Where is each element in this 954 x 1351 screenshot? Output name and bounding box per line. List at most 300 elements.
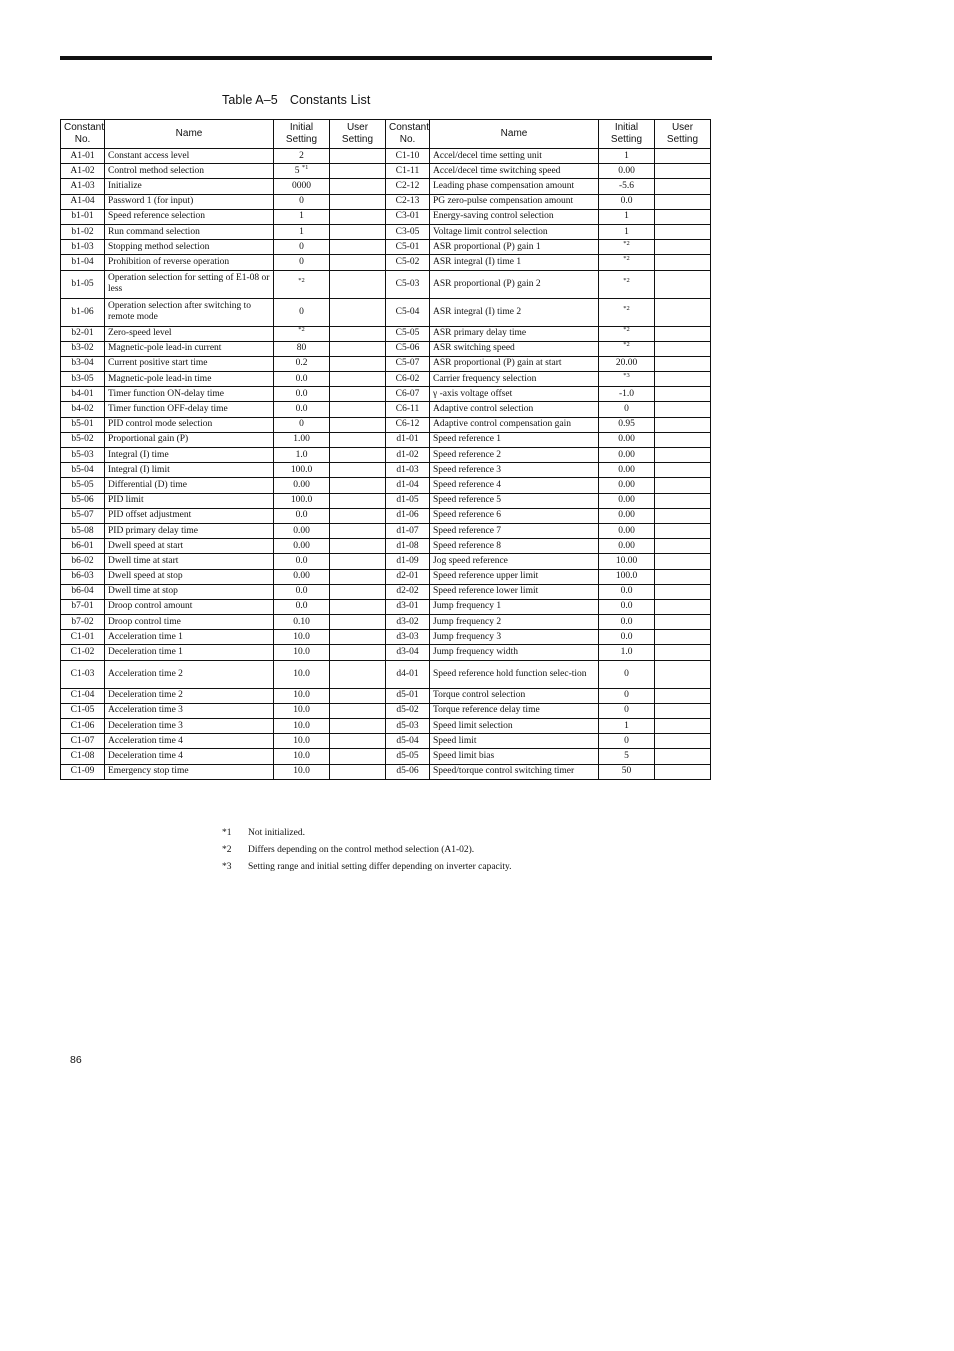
user-setting-cell[interactable] xyxy=(330,660,386,688)
initial-setting-value: 10.0 xyxy=(293,766,310,777)
user-setting-cell[interactable] xyxy=(655,569,711,584)
constant-name-cell: Torque reference delay time xyxy=(430,703,599,718)
initial-setting-cell xyxy=(599,372,655,387)
user-setting-cell[interactable] xyxy=(330,448,386,463)
user-setting-cell[interactable] xyxy=(330,255,386,270)
initial-setting-value: 10.0 xyxy=(293,735,310,746)
initial-setting-value: 0.0 xyxy=(620,586,633,597)
constant-no-cell: d4-01 xyxy=(386,660,430,688)
top-rule xyxy=(60,56,712,60)
table-row xyxy=(61,584,711,599)
user-setting-cell[interactable] xyxy=(330,372,386,387)
table-row xyxy=(61,298,711,326)
initial-setting-value: 0 xyxy=(299,241,304,252)
constant-no-cell: C6-11 xyxy=(386,402,430,417)
constant-no-cell: b7-01 xyxy=(61,599,105,614)
initial-setting-cell xyxy=(599,719,655,734)
constant-name-cell: Jump frequency 2 xyxy=(430,615,599,630)
user-setting-cell[interactable] xyxy=(330,764,386,779)
constant-name-cell: Adaptive control selection xyxy=(430,402,599,417)
table-row xyxy=(61,749,711,764)
constant-name-cell: Deceleration time 3 xyxy=(105,719,274,734)
constant-no-cell: b1-04 xyxy=(61,255,105,270)
initial-setting-value: 0 xyxy=(624,735,629,746)
initial-setting-value: 0.0 xyxy=(620,631,633,642)
user-setting-cell[interactable] xyxy=(330,554,386,569)
initial-setting-value: 0.00 xyxy=(293,525,310,536)
user-setting-cell[interactable] xyxy=(655,688,711,703)
initial-setting-value: 0.95 xyxy=(618,419,635,430)
user-setting-cell[interactable] xyxy=(655,645,711,660)
user-setting-cell[interactable] xyxy=(655,508,711,523)
user-setting-cell[interactable] xyxy=(655,615,711,630)
user-setting-cell[interactable] xyxy=(330,298,386,326)
footnote-marker: *2 xyxy=(623,239,630,247)
user-setting-cell[interactable] xyxy=(330,341,386,356)
initial-setting-cell xyxy=(599,270,655,298)
initial-setting-cell xyxy=(274,749,330,764)
initial-setting-value: 80 xyxy=(296,343,307,354)
user-setting-cell[interactable] xyxy=(655,149,711,164)
constant-name-cell: Dwell time at stop xyxy=(105,584,274,599)
constant-no-cell: d5-06 xyxy=(386,764,430,779)
user-setting-cell[interactable] xyxy=(655,554,711,569)
constant-no-cell: d5-05 xyxy=(386,749,430,764)
constant-name-cell: Droop control amount xyxy=(105,599,274,614)
table-row xyxy=(61,630,711,645)
constant-no-cell: b1-06 xyxy=(61,298,105,326)
constant-no-cell: b2-01 xyxy=(61,326,105,341)
initial-setting-value: 5 xyxy=(624,750,629,761)
header-row xyxy=(61,120,711,149)
initial-setting-value: 0.0 xyxy=(295,404,308,415)
constant-no-cell: A1-02 xyxy=(61,164,105,179)
initial-setting-cell xyxy=(274,660,330,688)
user-setting-cell[interactable] xyxy=(655,194,711,209)
constant-no-cell: b6-03 xyxy=(61,569,105,584)
constant-name-cell: PID control mode selection xyxy=(105,417,274,432)
initial-setting-cell xyxy=(599,417,655,432)
initial-setting-value: 0.00 xyxy=(618,495,635,506)
user-setting-cell[interactable] xyxy=(330,749,386,764)
user-setting-cell[interactable] xyxy=(655,270,711,298)
user-setting-cell[interactable] xyxy=(330,417,386,432)
initial-setting-cell xyxy=(274,493,330,508)
initial-setting-value: 1 xyxy=(624,150,629,161)
initial-setting-value: 100.0 xyxy=(615,571,638,582)
user-setting-cell[interactable] xyxy=(330,478,386,493)
user-setting-cell[interactable] xyxy=(655,749,711,764)
user-setting-cell[interactable] xyxy=(655,734,711,749)
initial-setting-value: 1 xyxy=(624,226,629,237)
initial-setting-cell xyxy=(599,688,655,703)
col-name: Name xyxy=(105,120,274,149)
user-setting-cell[interactable] xyxy=(655,539,711,554)
constant-no-cell: C1-04 xyxy=(61,688,105,703)
user-setting-cell[interactable] xyxy=(330,508,386,523)
footnotes xyxy=(222,828,512,879)
user-setting-cell[interactable] xyxy=(655,402,711,417)
constant-name-cell: Emergency stop time xyxy=(105,764,274,779)
user-setting-cell[interactable] xyxy=(655,764,711,779)
constant-name-cell: Jog speed reference xyxy=(430,554,599,569)
user-setting-cell[interactable] xyxy=(330,194,386,209)
user-setting-cell[interactable] xyxy=(655,209,711,224)
user-setting-cell[interactable] xyxy=(655,326,711,341)
user-setting-cell[interactable] xyxy=(655,298,711,326)
table-body xyxy=(61,149,711,780)
user-setting-cell[interactable] xyxy=(330,326,386,341)
user-setting-cell[interactable] xyxy=(655,356,711,371)
initial-setting-value: 0.0 xyxy=(295,373,308,384)
initial-setting-value: 100.0 xyxy=(290,464,313,475)
user-setting-cell[interactable] xyxy=(330,615,386,630)
initial-setting-cell xyxy=(274,372,330,387)
constant-name-cell: Magnetic-pole lead-in current xyxy=(105,341,274,356)
constant-name-cell: ASR integral (I) time 2 xyxy=(430,298,599,326)
user-setting-cell[interactable] xyxy=(655,703,711,718)
table-row xyxy=(61,255,711,270)
initial-setting-cell xyxy=(274,734,330,749)
initial-setting-value: 0.0 xyxy=(620,196,633,207)
initial-setting-value: 5 xyxy=(294,165,300,176)
footnote-marker: *2 xyxy=(298,326,305,334)
constant-name-cell: Speed limit xyxy=(430,734,599,749)
user-setting-cell[interactable] xyxy=(655,599,711,614)
constant-name-cell: PID offset adjustment xyxy=(105,508,274,523)
table-row xyxy=(61,719,711,734)
user-setting-cell[interactable] xyxy=(330,402,386,417)
initial-setting-cell xyxy=(274,615,330,630)
user-setting-cell[interactable] xyxy=(655,255,711,270)
user-setting-cell[interactable] xyxy=(330,569,386,584)
initial-setting-value: 10.0 xyxy=(293,647,310,658)
footnote-marker: *2 xyxy=(623,304,630,312)
user-setting-cell[interactable] xyxy=(655,523,711,538)
user-setting-cell[interactable] xyxy=(330,599,386,614)
initial-setting-cell xyxy=(274,478,330,493)
initial-setting-value: -5.6 xyxy=(618,180,635,191)
constant-name-cell: Initialize xyxy=(105,179,274,194)
table-caption xyxy=(222,93,370,107)
user-setting-cell[interactable] xyxy=(330,240,386,255)
constant-no-cell: b6-01 xyxy=(61,539,105,554)
constant-name-cell: Leading phase compensation amount xyxy=(430,179,599,194)
constant-no-cell: C5-05 xyxy=(386,326,430,341)
constant-name-cell: ASR proportional (P) gain 1 xyxy=(430,240,599,255)
user-setting-cell[interactable] xyxy=(655,372,711,387)
constant-no-cell: d3-04 xyxy=(386,645,430,660)
constant-name-cell: ASR primary delay time xyxy=(430,326,599,341)
user-setting-cell[interactable] xyxy=(330,149,386,164)
initial-setting-cell xyxy=(274,508,330,523)
initial-setting-cell xyxy=(599,298,655,326)
user-setting-cell[interactable] xyxy=(330,270,386,298)
constant-name-cell: Acceleration time 3 xyxy=(105,703,274,718)
constant-name-cell: Speed reference 2 xyxy=(430,448,599,463)
constant-no-cell: C1-08 xyxy=(61,749,105,764)
initial-setting-cell xyxy=(599,387,655,402)
constant-no-cell: C3-05 xyxy=(386,224,430,239)
initial-setting-cell xyxy=(599,630,655,645)
initial-setting-value: 0.0 xyxy=(295,586,308,597)
user-setting-cell[interactable] xyxy=(330,463,386,478)
initial-setting-cell xyxy=(274,584,330,599)
constant-name-cell: Jump frequency 3 xyxy=(430,630,599,645)
constant-no-cell: d1-02 xyxy=(386,448,430,463)
user-setting-cell[interactable] xyxy=(655,164,711,179)
initial-setting-cell xyxy=(599,508,655,523)
table-row xyxy=(61,448,711,463)
constant-name-cell: Stopping method selection xyxy=(105,240,274,255)
user-setting-cell[interactable] xyxy=(655,630,711,645)
footnote-marker: *2 xyxy=(298,276,305,284)
constant-no-cell: b5-03 xyxy=(61,448,105,463)
initial-setting-value: 0.00 xyxy=(618,525,635,536)
initial-setting-cell xyxy=(274,179,330,194)
initial-setting-value: 1 xyxy=(624,720,629,731)
user-setting-cell[interactable] xyxy=(330,224,386,239)
user-setting-cell[interactable] xyxy=(655,478,711,493)
initial-setting-value: 0.0 xyxy=(295,388,308,399)
constant-name-cell: Adaptive control compensation gain xyxy=(430,417,599,432)
initial-setting-value: 1.0 xyxy=(620,647,633,658)
footnote: *2 Differs depending on the control method selection (A1-02). xyxy=(222,845,475,855)
initial-setting-cell xyxy=(274,209,330,224)
constant-no-cell: d1-01 xyxy=(386,432,430,447)
initial-setting-cell xyxy=(599,209,655,224)
user-setting-cell[interactable] xyxy=(330,523,386,538)
initial-setting-value: 0.0 xyxy=(620,601,633,612)
user-setting-cell[interactable] xyxy=(330,432,386,447)
initial-setting-cell xyxy=(599,341,655,356)
user-setting-cell[interactable] xyxy=(655,493,711,508)
constant-name-cell: Speed reference 3 xyxy=(430,463,599,478)
user-setting-cell[interactable] xyxy=(655,341,711,356)
initial-setting-cell xyxy=(274,224,330,239)
initial-setting-value: 0.0 xyxy=(620,616,633,627)
footnote-marker: *2 xyxy=(623,326,630,334)
initial-setting-cell xyxy=(274,688,330,703)
table-row xyxy=(61,703,711,718)
initial-setting-cell xyxy=(274,164,330,179)
initial-setting-value: 0.00 xyxy=(293,479,310,490)
user-setting-cell[interactable] xyxy=(655,417,711,432)
user-setting-cell[interactable] xyxy=(330,719,386,734)
initial-setting-cell xyxy=(599,554,655,569)
user-setting-cell[interactable] xyxy=(330,356,386,371)
constant-no-cell: b1-01 xyxy=(61,209,105,224)
initial-setting-cell xyxy=(599,599,655,614)
initial-setting-cell xyxy=(274,432,330,447)
table-row xyxy=(61,356,711,371)
initial-setting-value: 0.00 xyxy=(293,540,310,551)
constant-no-cell: d5-04 xyxy=(386,734,430,749)
initial-setting-value: 0 xyxy=(299,256,304,267)
user-setting-cell[interactable] xyxy=(655,240,711,255)
user-setting-cell[interactable] xyxy=(330,734,386,749)
constant-name-cell: ASR switching speed xyxy=(430,341,599,356)
user-setting-cell[interactable] xyxy=(655,719,711,734)
user-setting-cell[interactable] xyxy=(330,493,386,508)
constant-name-cell: Speed reference lower limit xyxy=(430,584,599,599)
initial-setting-cell xyxy=(274,703,330,718)
constant-no-cell: d1-06 xyxy=(386,508,430,523)
user-setting-cell[interactable] xyxy=(330,584,386,599)
initial-setting-cell xyxy=(274,554,330,569)
user-setting-cell[interactable] xyxy=(655,432,711,447)
user-setting-cell[interactable] xyxy=(655,179,711,194)
constant-no-cell: C6-12 xyxy=(386,417,430,432)
initial-setting-cell xyxy=(599,734,655,749)
initial-setting-cell xyxy=(274,387,330,402)
initial-setting-value: 100.0 xyxy=(290,495,313,506)
constant-name-cell: Energy-saving control selection xyxy=(430,209,599,224)
initial-setting-cell xyxy=(274,539,330,554)
initial-setting-cell xyxy=(599,493,655,508)
constant-no-cell: C5-04 xyxy=(386,298,430,326)
constant-no-cell: d5-01 xyxy=(386,688,430,703)
initial-setting-value: 10.0 xyxy=(293,720,310,731)
constant-name-cell: Speed reference 4 xyxy=(430,478,599,493)
initial-setting-value: 1 xyxy=(299,226,304,237)
table-row xyxy=(61,341,711,356)
constant-no-cell: d5-02 xyxy=(386,703,430,718)
constant-name-cell: Control method selection xyxy=(105,164,274,179)
initial-setting-cell xyxy=(599,326,655,341)
constant-name-cell: Dwell speed at stop xyxy=(105,569,274,584)
constant-name-cell: Integral (I) limit xyxy=(105,463,274,478)
constant-name-cell: Integral (I) time xyxy=(105,448,274,463)
constant-no-cell: d2-01 xyxy=(386,569,430,584)
constant-no-cell: C1-03 xyxy=(61,660,105,688)
user-setting-cell[interactable] xyxy=(330,630,386,645)
initial-setting-cell xyxy=(274,356,330,371)
initial-setting-value: 0 xyxy=(624,668,629,679)
user-setting-cell[interactable] xyxy=(330,645,386,660)
constant-no-cell: b3-04 xyxy=(61,356,105,371)
user-setting-cell[interactable] xyxy=(655,387,711,402)
table-row xyxy=(61,417,711,432)
initial-setting-cell xyxy=(599,749,655,764)
constant-name-cell: ASR proportional (P) gain 2 xyxy=(430,270,599,298)
table-row xyxy=(61,539,711,554)
constant-no-cell: A1-03 xyxy=(61,179,105,194)
initial-setting-value: 2 xyxy=(299,150,304,161)
col-constant-no: Constant No. xyxy=(386,120,430,149)
user-setting-cell[interactable] xyxy=(330,703,386,718)
constant-no-cell: C2-12 xyxy=(386,179,430,194)
initial-setting-value: 0000 xyxy=(292,180,311,191)
constant-name-cell: Operation selection after switching to remote mode xyxy=(105,298,274,326)
user-setting-cell[interactable] xyxy=(655,224,711,239)
constant-no-cell: d1-03 xyxy=(386,463,430,478)
constant-no-cell: d1-04 xyxy=(386,478,430,493)
constant-no-cell: b6-02 xyxy=(61,554,105,569)
user-setting-cell[interactable] xyxy=(330,387,386,402)
constant-no-cell: b5-08 xyxy=(61,523,105,538)
initial-setting-value: 0.00 xyxy=(618,464,635,475)
constant-name-cell: PG zero-pulse compensation amount xyxy=(430,194,599,209)
footnote: *1 Not initialized. xyxy=(222,828,305,838)
constant-no-cell: b3-02 xyxy=(61,341,105,356)
table-row xyxy=(61,402,711,417)
initial-setting-cell xyxy=(599,240,655,255)
col-name: Name xyxy=(430,120,599,149)
initial-setting-cell xyxy=(599,569,655,584)
constant-no-cell: b1-05 xyxy=(61,270,105,298)
user-setting-cell[interactable] xyxy=(330,164,386,179)
initial-setting-cell xyxy=(274,194,330,209)
constant-name-cell: Carrier frequency selection xyxy=(430,372,599,387)
constant-no-cell: C5-03 xyxy=(386,270,430,298)
constant-name-cell: Deceleration time 4 xyxy=(105,749,274,764)
user-setting-cell[interactable] xyxy=(655,448,711,463)
table-row xyxy=(61,599,711,614)
table-row xyxy=(61,688,711,703)
constant-name-cell: Acceleration time 1 xyxy=(105,630,274,645)
col-user-setting: User Setting xyxy=(330,120,386,149)
constant-no-cell: C6-07 xyxy=(386,387,430,402)
constant-name-cell: ASR integral (I) time 1 xyxy=(430,255,599,270)
constant-no-cell: C1-11 xyxy=(386,164,430,179)
constant-name-cell: PID primary delay time xyxy=(105,523,274,538)
user-setting-cell[interactable] xyxy=(655,463,711,478)
col-user-setting: User Setting xyxy=(655,120,711,149)
table-row xyxy=(61,194,711,209)
initial-setting-value: 0.10 xyxy=(293,616,310,627)
initial-setting-cell xyxy=(599,356,655,371)
constant-no-cell: C1-02 xyxy=(61,645,105,660)
constant-name-cell: Accel/decel time setting unit xyxy=(430,149,599,164)
constant-no-cell: b5-07 xyxy=(61,508,105,523)
constant-name-cell: Speed limit selection xyxy=(430,719,599,734)
user-setting-cell[interactable] xyxy=(330,179,386,194)
user-setting-cell[interactable] xyxy=(655,584,711,599)
constant-name-cell: Voltage limit control selection xyxy=(430,224,599,239)
constant-name-cell: Speed reference 1 xyxy=(430,432,599,447)
initial-setting-value: 10.0 xyxy=(293,705,310,716)
constant-name-cell: Torque control selection xyxy=(430,688,599,703)
table-row xyxy=(61,493,711,508)
constant-name-cell: Speed reference 6 xyxy=(430,508,599,523)
footnote-marker: *2 xyxy=(623,341,630,349)
caption-title: Constants List xyxy=(289,93,371,107)
constant-no-cell: b7-02 xyxy=(61,615,105,630)
constant-name-cell: Timer function ON-delay time xyxy=(105,387,274,402)
constant-name-cell: Differential (D) time xyxy=(105,478,274,493)
initial-setting-value: 0.0 xyxy=(295,555,308,566)
constant-no-cell: d3-03 xyxy=(386,630,430,645)
user-setting-cell[interactable] xyxy=(330,688,386,703)
footnote-marker: *1 xyxy=(301,163,309,171)
constant-no-cell: d1-05 xyxy=(386,493,430,508)
footnote: *3 Setting range and initial setting differ depending on inverter capacity. xyxy=(222,862,512,872)
initial-setting-cell xyxy=(599,448,655,463)
initial-setting-value: 1 xyxy=(299,211,304,222)
user-setting-cell[interactable] xyxy=(330,539,386,554)
initial-setting-value: 0.0 xyxy=(295,601,308,612)
user-setting-cell[interactable] xyxy=(330,209,386,224)
initial-setting-cell xyxy=(274,764,330,779)
constant-name-cell: Speed reference 7 xyxy=(430,523,599,538)
initial-setting-cell xyxy=(274,523,330,538)
initial-setting-value: 20.00 xyxy=(615,358,638,369)
constant-no-cell: d3-02 xyxy=(386,615,430,630)
initial-setting-cell xyxy=(274,599,330,614)
user-setting-cell[interactable] xyxy=(655,660,711,688)
constant-name-cell: Speed/torque control switching timer xyxy=(430,764,599,779)
